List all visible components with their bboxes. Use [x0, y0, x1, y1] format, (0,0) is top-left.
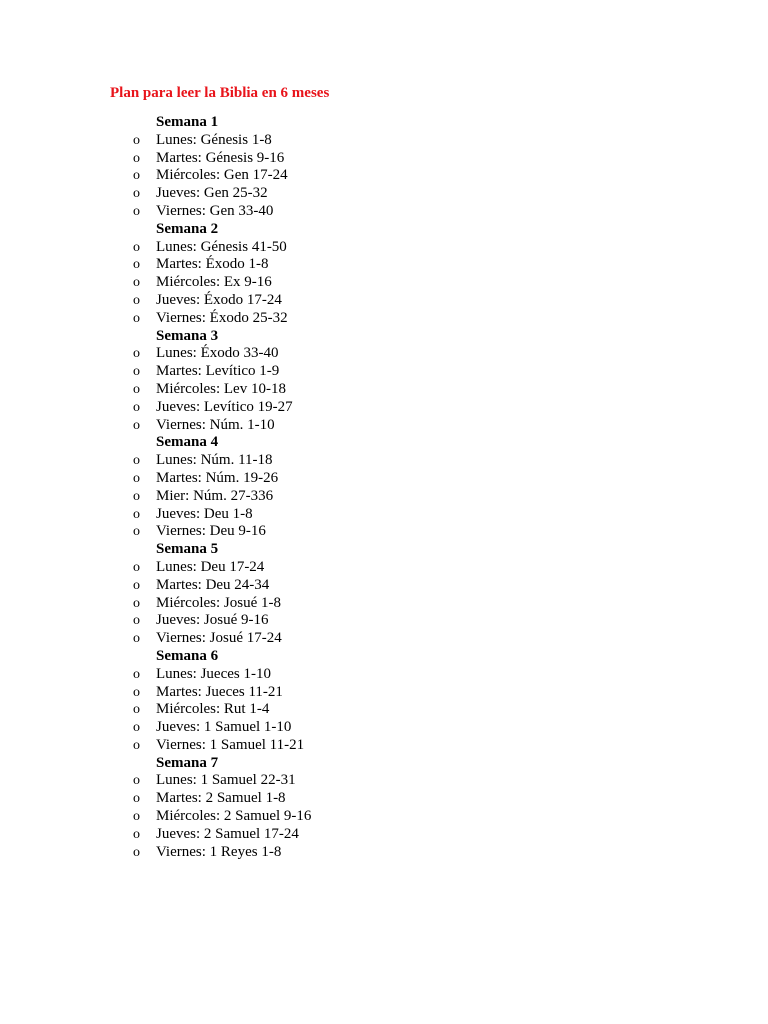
circle-bullet-icon: o	[133, 399, 140, 415]
reading-assignment: Martes: Núm. 19-26	[156, 469, 279, 486]
list-item	[0, 185, 768, 203]
list-item	[0, 345, 768, 363]
list-item	[0, 737, 768, 755]
list-item	[0, 772, 768, 790]
circle-bullet-icon: o	[133, 364, 140, 380]
list-item	[0, 203, 768, 221]
list-item	[0, 808, 768, 826]
circle-bullet-icon: o	[133, 577, 140, 593]
list-item	[0, 719, 768, 737]
list-item	[0, 666, 768, 684]
circle-bullet-icon: o	[133, 631, 140, 647]
list-item	[0, 506, 768, 524]
week-heading: Semana 6	[156, 647, 219, 664]
reading-assignment: Lunes: Génesis 1-8	[156, 131, 272, 148]
circle-bullet-icon: o	[133, 720, 140, 736]
week-section	[0, 648, 768, 755]
list-item	[0, 452, 768, 470]
circle-bullet-icon: o	[133, 346, 140, 362]
reading-assignment: Martes: Levítico 1-9	[156, 363, 280, 380]
circle-bullet-icon: o	[133, 684, 140, 700]
circle-bullet-icon: o	[133, 524, 140, 540]
circle-bullet-icon: o	[133, 186, 140, 202]
reading-assignment: Martes: Jueces 11-21	[156, 683, 283, 700]
list-item	[0, 684, 768, 702]
reading-assignment: Lunes: Núm. 11-18	[156, 452, 273, 469]
circle-bullet-icon: o	[133, 666, 140, 682]
circle-bullet-icon: o	[133, 150, 140, 166]
list-item	[0, 150, 768, 168]
list-item	[0, 844, 768, 862]
circle-bullet-icon: o	[133, 453, 140, 469]
list-item	[0, 488, 768, 506]
circle-bullet-icon: o	[133, 132, 140, 148]
document-title: Plan para leer la Biblia en 6 meses	[110, 85, 330, 101]
reading-assignment: Lunes: Deu 17-24	[156, 558, 265, 575]
list-item	[0, 523, 768, 541]
circle-bullet-icon: o	[133, 168, 140, 184]
list-item	[0, 417, 768, 435]
circle-bullet-icon: o	[133, 737, 140, 753]
week-heading: Semana 2	[156, 220, 219, 237]
reading-assignment: Jueves: 1 Samuel 1-10	[156, 719, 292, 736]
circle-bullet-icon: o	[133, 203, 140, 219]
reading-assignment: Jueves: Levítico 19-27	[156, 398, 293, 415]
reading-assignment: Jueves: Gen 25-32	[156, 185, 268, 202]
list-item	[0, 470, 768, 488]
reading-assignment: Martes: Génesis 9-16	[156, 149, 285, 166]
reading-assignment: Jueves: 2 Samuel 17-24	[156, 825, 299, 842]
circle-bullet-icon: o	[133, 257, 140, 273]
list-item	[0, 701, 768, 719]
list-item	[0, 167, 768, 185]
reading-assignment: Viernes: Deu 9-16	[156, 523, 266, 540]
list-item	[0, 826, 768, 844]
reading-assignment: Lunes: Jueces 1-10	[156, 665, 271, 682]
circle-bullet-icon: o	[133, 809, 140, 825]
reading-assignment: Lunes: 1 Samuel 22-31	[156, 772, 296, 789]
reading-assignment: Miércoles: Rut 1-4	[156, 701, 270, 718]
reading-assignment: Viernes: 1 Reyes 1-8	[156, 843, 282, 860]
circle-bullet-icon: o	[133, 773, 140, 789]
circle-bullet-icon: o	[133, 844, 140, 860]
list-item	[0, 595, 768, 613]
circle-bullet-icon: o	[133, 310, 140, 326]
list-item	[0, 310, 768, 328]
reading-assignment: Viernes: Gen 33-40	[156, 202, 274, 219]
list-item	[0, 399, 768, 417]
circle-bullet-icon: o	[133, 826, 140, 842]
reading-assignment: Viernes: Núm. 1-10	[156, 416, 275, 433]
list-item	[0, 577, 768, 595]
reading-assignment: Viernes: Éxodo 25-32	[156, 309, 288, 326]
circle-bullet-icon: o	[133, 595, 140, 611]
reading-assignment: Miércoles: 2 Samuel 9-16	[156, 808, 312, 825]
circle-bullet-icon: o	[133, 275, 140, 291]
reading-assignment: Viernes: 1 Samuel 11-21	[156, 736, 305, 753]
week-section	[0, 114, 768, 221]
week-section	[0, 434, 768, 541]
circle-bullet-icon: o	[133, 613, 140, 629]
circle-bullet-icon: o	[133, 506, 140, 522]
list-item	[0, 790, 768, 808]
list-item	[0, 274, 768, 292]
circle-bullet-icon: o	[133, 702, 140, 718]
reading-assignment: Lunes: Éxodo 33-40	[156, 345, 279, 362]
reading-assignment: Miércoles: Lev 10-18	[156, 380, 286, 397]
reading-assignment: Miércoles: Josué 1-8	[156, 594, 281, 611]
reading-assignment: Jueves: Josué 9-16	[156, 612, 269, 629]
reading-assignment: Jueves: Éxodo 17-24	[156, 291, 282, 308]
list-item	[0, 363, 768, 381]
circle-bullet-icon: o	[133, 239, 140, 255]
reading-assignment: Martes: Éxodo 1-8	[156, 256, 269, 273]
week-heading: Semana 7	[156, 754, 219, 771]
week-section	[0, 328, 768, 435]
week-section	[0, 221, 768, 328]
reading-assignment: Miércoles: Gen 17-24	[156, 167, 288, 184]
list-item	[0, 612, 768, 630]
list-item	[0, 559, 768, 577]
list-item	[0, 239, 768, 257]
reading-assignment: Jueves: Deu 1-8	[156, 505, 253, 522]
reading-assignment: Lunes: Génesis 41-50	[156, 238, 287, 255]
week-heading: Semana 3	[156, 327, 219, 344]
circle-bullet-icon: o	[133, 488, 140, 504]
circle-bullet-icon: o	[133, 417, 140, 433]
circle-bullet-icon: o	[133, 470, 140, 486]
reading-assignment: Miércoles: Ex 9-16	[156, 274, 272, 291]
list-item	[0, 292, 768, 310]
reading-assignment: Mier: Núm. 27-336	[156, 487, 274, 504]
week-heading: Semana 5	[156, 541, 219, 558]
week-section	[0, 541, 768, 648]
reading-plan	[0, 114, 768, 861]
list-item	[0, 630, 768, 648]
week-section	[0, 755, 768, 862]
list-item	[0, 256, 768, 274]
reading-assignment: Martes: Deu 24-34	[156, 576, 270, 593]
week-heading: Semana 4	[156, 434, 219, 451]
circle-bullet-icon: o	[133, 381, 140, 397]
week-heading: Semana 1	[156, 114, 219, 130]
circle-bullet-icon: o	[133, 791, 140, 807]
list-item	[0, 132, 768, 150]
reading-assignment: Martes: 2 Samuel 1-8	[156, 790, 286, 807]
circle-bullet-icon: o	[133, 292, 140, 308]
circle-bullet-icon: o	[133, 559, 140, 575]
list-item	[0, 381, 768, 399]
reading-assignment: Viernes: Josué 17-24	[156, 630, 282, 647]
